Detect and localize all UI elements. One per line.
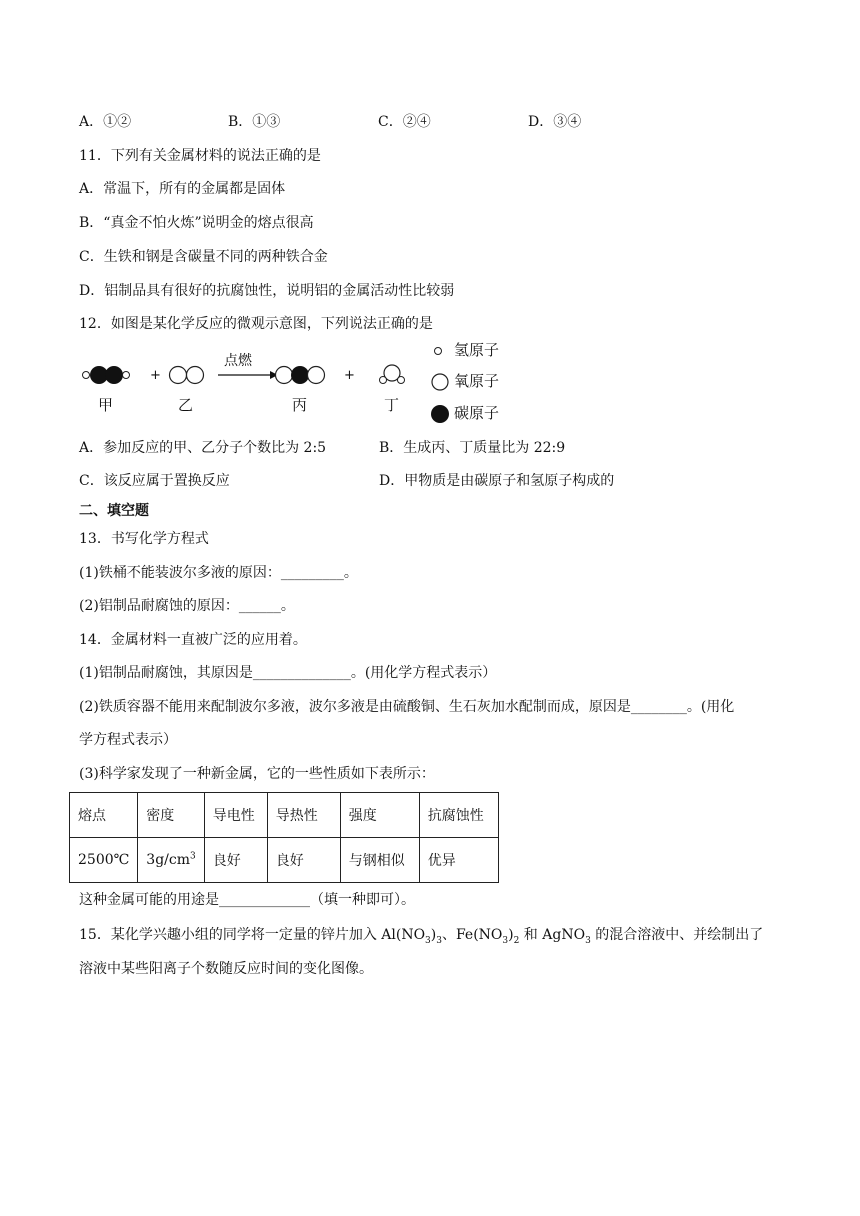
- q11-option-d: D．铝制品具有很好的抗腐蚀性，说明铝的金属活动性比较弱: [79, 283, 455, 299]
- molecule-jia: [83, 366, 130, 384]
- q13-stem: 13．书写化学方程式: [79, 531, 209, 547]
- q15-text: ): [430, 927, 437, 943]
- molecule-bing: [276, 366, 325, 384]
- q11-option-b: B．“真金不怕火炼”说明金的熔点很高: [79, 215, 314, 231]
- label-yi: 乙: [178, 396, 194, 414]
- q14-part3: (3)科学家发现了一种新金属，它的一些性质如下表所示：: [79, 766, 435, 782]
- legend-oxygen: 氧原子: [454, 372, 500, 390]
- q14-part3-after: 这种金属可能的用途是_____________（填一种即可）。: [79, 892, 415, 908]
- q10-option-b: B．①③: [228, 114, 281, 130]
- q12-option-b: B．生成丙、丁质量比为 22:9: [379, 440, 566, 456]
- table-header-cell: 强度: [340, 793, 419, 838]
- reaction-condition: 点燃: [224, 353, 252, 369]
- q14-stem: 14．金属材料一直被广泛的应用着。: [79, 632, 307, 648]
- q15-subscript: 3: [502, 935, 509, 946]
- molecule-yi: [170, 367, 204, 384]
- q15-line2: 溶液中某些阳离子个数随反应时间的变化图像。: [79, 961, 373, 977]
- atom-legend: [428, 340, 548, 432]
- q15-subscript: 3: [585, 935, 591, 946]
- q12-option-d: D．甲物质是由碳原子和氢原子构成的: [379, 473, 615, 489]
- table-header-row: [70, 793, 499, 838]
- q12-stem: 12．如图是某化学反应的微观示意图，下列说法正确的是: [79, 316, 433, 332]
- q15-text: 15．某化学兴趣小组的同学将一定量的锌片加入 Al(NO: [79, 927, 426, 943]
- table-header-cell: 熔点: [70, 793, 138, 838]
- molecule-ding: [380, 365, 405, 384]
- q15-subscript: 3: [425, 935, 431, 946]
- table-cell: 良好: [267, 838, 340, 883]
- section-heading: 二、填空题: [79, 503, 149, 519]
- q15-subscript: 3: [436, 935, 442, 946]
- table-cell-density: [138, 838, 204, 883]
- q13-part1: (1)铁桶不能装波尔多液的原因：_________。: [79, 565, 358, 581]
- q15-subscript: 2: [513, 935, 520, 946]
- q13-part2: (2)铝制品耐腐蚀的原因：______。: [79, 598, 295, 614]
- table-header-cell: 抗腐蚀性: [419, 793, 498, 838]
- table-cell: 优异: [419, 838, 498, 883]
- density-value: 3g/cm: [146, 852, 190, 868]
- table-cell: 与钢相似: [340, 838, 419, 883]
- q15-text: 和 AgNO: [519, 927, 586, 943]
- q11-option-a: A．常温下，所有的金属都是固体: [79, 181, 286, 197]
- table-header-cell: 导电性: [204, 793, 267, 838]
- label-ding: 丁: [384, 396, 400, 414]
- q10-option-d: D．③④: [528, 114, 582, 130]
- q10-option-a: A．①②: [79, 114, 132, 130]
- q14-part1: (1)铝制品耐腐蚀，其原因是______________。(用化学方程式表示）: [79, 665, 497, 681]
- hydrogen-atom-icon: [435, 348, 442, 355]
- carbon-atom-icon: [431, 405, 449, 423]
- q14-part2-line1: (2)铁质容器不能用来配制波尔多液，波尔多液是由硫酸铜、生石灰加水配制而成，原因是________。(用化: [79, 699, 735, 715]
- table-header-cell: 密度: [138, 793, 204, 838]
- q15-line1: [79, 927, 764, 946]
- q10-option-c: C．②④: [378, 114, 431, 130]
- plus-sign-2: +: [344, 368, 355, 383]
- q11-option-c: C．生铁和钢是含碳量不同的两种铁合金: [79, 249, 328, 265]
- table-cell: 2500℃: [70, 838, 138, 883]
- label-bing: 丙: [292, 396, 308, 414]
- label-jia: 甲: [98, 396, 114, 414]
- legend-carbon: 碳原子: [454, 404, 500, 422]
- metal-properties-table: [69, 792, 499, 883]
- q15-text: ): [508, 927, 514, 943]
- legend-hydrogen: 氢原子: [454, 341, 500, 359]
- q11-stem: 11．下列有关金属材料的说法正确的是: [79, 148, 321, 164]
- plus-sign-1: +: [150, 368, 161, 383]
- q14-part2-line2: 学方程式表示）: [79, 732, 177, 748]
- q15-text: 的混合溶液中、并绘制出了: [590, 927, 764, 943]
- table-header-cell: 导热性: [267, 793, 340, 838]
- q12-option-a: A．参加反应的甲、乙分子个数比为 2:5: [79, 440, 327, 456]
- table-row: [70, 838, 499, 883]
- q12-option-c: C．该反应属于置换反应: [79, 473, 230, 489]
- q15-text: 、Fe(NO: [441, 927, 503, 943]
- table-cell: 良好: [204, 838, 267, 883]
- oxygen-atom-icon: [432, 374, 448, 390]
- density-exponent: 3: [190, 851, 196, 862]
